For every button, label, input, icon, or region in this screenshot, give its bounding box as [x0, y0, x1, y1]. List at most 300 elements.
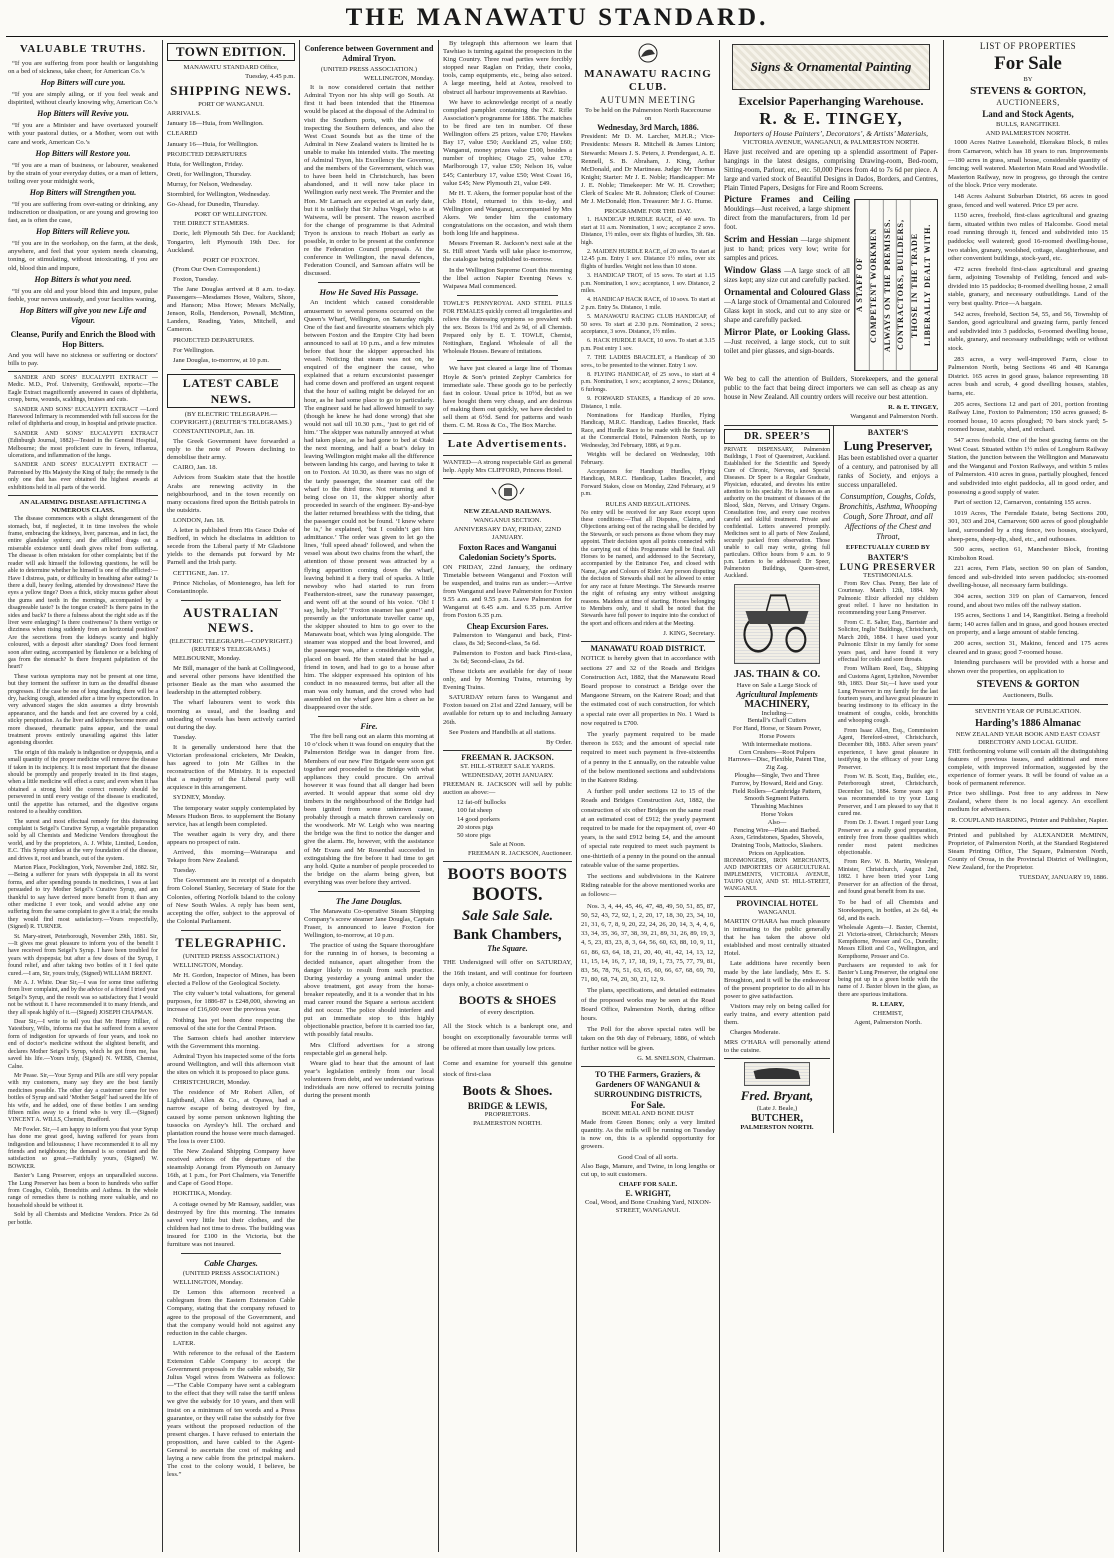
road-district-heading: MANAWATU ROAD DISTRICT. — [590, 644, 706, 654]
boots-text-2: of every description. — [480, 1009, 535, 1017]
truth-line: “If you are simply ailing, or if you feel weak and dispirited, without clearly knowing why, American Co.’s — [8, 91, 158, 107]
column-4 — [443, 40, 572, 1552]
news-paragraph: Messrs Freeman R. Jackson’s next sale at the St. Hill street Yards will take place to-morrow, the catalogue being published to-morrow. — [443, 240, 572, 264]
divider — [581, 1066, 715, 1067]
alarming-paragraph: The surest and most effectual remedy for this distressing complaint is Seigel’s Curative Syrup, a vegetable preparation sold by all Chemists and Medicine Vendors throughout the world, and by the proprietors, A. J. White, Limited, London, E.C. This Syrup strikes at the very foundation of the disease, and drives it, root and branch, out of the system. — [8, 818, 158, 862]
lower-row — [724, 425, 938, 1132]
anniversary-day: ANNIVERSARY DAY, FRIDAY, 22ND JANUARY. — [454, 525, 561, 541]
telegraphic-heading: TELEGRAPHIC. — [175, 934, 287, 950]
australian-item: The temporary water supply contemplated by Messrs Hudson Bros. to supplement the Botany service, has at length been completed. — [167, 804, 295, 828]
australian-items — [167, 655, 295, 926]
eucalyptus-paragraph: SANDER AND SONS’ EUCALYPTI EXTRACT —Lord Harewood Infirmary is recommended with full success for the relief of diphtheria and croup, in hospital and private practice. — [8, 406, 158, 428]
property-item: 200 acres, section 31, Makino, fenced and 175 acres cleared and in grass; good 7-roomed house. — [948, 640, 1108, 656]
property-item: 1150 acres, freehold, first-class agricultural and grazing farm, situated within two miles of Halcombe. Good metal road running through it, fenced and subdivided into 15 paddocks; well watered; good 16-roomed dwelling-house, two stables, granary, woolshed, cottage, slaughterhouse, and other convenient buildings, stock-yard, etc. — [948, 212, 1108, 263]
list-of-properties: LIST OF PROPERTIES — [979, 41, 1077, 51]
machinery-item: Including— — [761, 709, 793, 717]
bank-chambers: Bank Chambers, — [453, 926, 562, 943]
divider — [8, 371, 158, 372]
cable-sub: (BY ELECTRIC TELEGRAPH.—COPYRIGHT.) (REUTER’S TELEGRAMS.) — [170, 410, 292, 426]
programme-item: 5. MANAWATU RACING CLUB HANDICAP, of 50 sovs. To start at 2.30 p.m. Nomination, 2 sovs.; acceptance, 3 sovs. Distance, 1½ miles. — [581, 314, 715, 335]
valuable-truths-title: VALUABLE TRUTHS. — [19, 43, 147, 55]
jane-heading: The Jane Douglas. — [335, 896, 403, 906]
machinery-item: Field Rollers—Cambridge Pattern, Smooth Segment Pattern. — [732, 787, 822, 803]
baxter-heading-2: BAXTER’S — [867, 552, 909, 562]
column-6 — [724, 40, 938, 1552]
baxter-sold: To be had of all Chemists and Storekeepers, in bottles, at 2s 6d, 4s 6d, and 8s each. — [838, 898, 938, 922]
bryant-butcher: BUTCHER, — [751, 1112, 803, 1124]
tingey-item-head: Picture Frames and Ceiling — [724, 194, 850, 205]
land-stock-agents: Land and Stock Agents, — [982, 109, 1074, 120]
thain-sub: Have on Sale a Large Stock of — [736, 682, 818, 690]
baxter-testimonial: From Rev Chas. Penny, Bee late of Courtenay. March 12th, 1884. My Pulmonic Elixir afforded my children great relief. I have no hesitation in recommending your Lung Preserver. — [838, 580, 938, 617]
divider — [181, 930, 281, 931]
programme-item: 1. HANDICAP HURDLE RACE, of 40 sovs. To start at 11 a.m. Nomination, 1 sov.; acceptance 2 sovs. Distance, 1½ miles, over six flights of hurdles, 3ft. 6in. high. — [581, 217, 715, 246]
tingey-item-head: Scrim and Hessian — [724, 234, 798, 245]
truth-line: “If you are a Minister and have overtaxed yourself with your pastoral duties, or a Mother, worn out with care and work, American Co.’s — [8, 122, 158, 146]
good-coal: Good Coal of all sorts. — [618, 1153, 678, 1161]
road-signature: G. M. SNELSON, Chairman. — [637, 1054, 715, 1062]
auctioneers-bulls: Auctioneers, Bulls. — [1002, 692, 1054, 700]
shipping-line: Huia, for Wellington, Friday. — [167, 160, 244, 168]
divider — [8, 495, 158, 496]
freeman-text: FREEMAN R. JACKSON will sell by public auction as above:— — [443, 781, 572, 797]
boots-text-4: Come and examine for yourself this genuine stock of first-class — [443, 1060, 572, 1079]
baxter-testimonial: From Dr. J. Ewart. I regard your Lung Preserver as a really good preparation, entirely free from those qualities which render most patent medicines objectionable. — [838, 820, 938, 857]
fare-paragraph: SATURDAY return fares to Wanganui and Foxton issued on 21st and 22nd January, will be available for return up to and including January 26th. — [443, 694, 572, 726]
conference-body — [304, 84, 434, 278]
foxton-races-text: ON FRIDAY, 22nd January, the ordinary Timetable between Wanganui and Foxton will be suspended, and trains run as under:—Arrive from Wanganui and leave Palmerston for Foxton 9.55 a.m. and 9.55 p.m. Leave Palmerston for Wanganui at 6.45 a.m. and 6.35 p.m. Arrive from Foxton 6.35 p.m. — [443, 563, 572, 620]
telegraphic-item: CHRISTCHURCH, Monday. — [173, 1079, 251, 1087]
alarming-paragraph: The origin of this malady is indigestion or dyspepsia, and a small quantity of the proper medicine will remove the disease if taken in its incipiency. It is most important that the disease should be promptly and properly treated in its first stages, when a little medicine will effect a cure; and even when it has obtained a strong hold the correct remedy should be persevered in until every vestige of the disease is eradicated, until the appetite has returned, and the digestive organs restored to a healthy condition. — [8, 749, 158, 816]
foxton-races-heading: Foxton Races and Wanganui Caledonian Society’s Sports. — [458, 542, 557, 562]
office-line: MANAWATU STANDARD Office, — [183, 64, 279, 71]
divider — [181, 1253, 281, 1254]
tingey-item-head: Window Glass — [724, 265, 782, 276]
fare-line: Palmerston to Foxton and back First-class, 3s 6d; Second-class, 2s 6d. — [453, 649, 572, 665]
divider — [443, 861, 572, 862]
wright-name: E. WRIGHT, — [625, 1188, 671, 1198]
effectually-cured: EFFECTUALLY CURED BY — [845, 544, 931, 552]
speer-text: PRIVATE DISPENSARY, Palmerston Buildings, 1 Foot of Queenstreet, Auckland. Established for the Scientific and Speedy Cure of Chronic, Nervous, and Special Diseases. Dr Speer is a Regular Graduate, Physician, educated, and devotes his entire attention to his specialty. He is known as an authority on the treatment of diseases of the Blood, Skin, Nerves, and Urinary Organs. Consultation free, and every case receives careful and skilful treatment. Private and confidential. Letters answered promptly. Medicines sent to all parts of New Zealand, securely packed from observation. Those unable to call may write, giving full particulars. Office hours from 9 a.m. to 9 p.m. Letters to be addressed: Dr Speer, Palmerston Buildings, Queen-street, Auckland. — [724, 447, 830, 580]
fare-paragraph: See Posters and Handbills at all stations. — [449, 728, 556, 736]
machinery-item: With intermediate motions. — [742, 740, 812, 748]
truth-line: Hop Bitters will Strengthen you. — [29, 187, 137, 197]
alarming-paragraph: These various symptoms may not be present at one time, but they torment the sufferer in turn as the dreadful disease progresses. If the case be one of long standing, there will be a dry, hacking cough, attended after a time by expectoration. In very advanced stages the skin assumes a dirty brownish appearance, and the hands and feet are covered by a cold, sticky perspiration. As the liver and kidneys become more and more diseased, rheumatic pains appear, and the usual treatment proves entirely unavailing against this latter agonising disorder. — [8, 673, 158, 747]
shipping-lines — [167, 110, 295, 209]
provincial-hotel-text: MARTIN O’HARA has much pleasure in intimating to the public generally that he has taken the above old established and most centrally situated Hotel. — [724, 917, 830, 958]
telegraphic-items — [167, 962, 295, 1249]
cable-item: CONSTANTINOPLE, Jan. 18. — [173, 428, 255, 435]
truth-line: Hop Bitters will Relieve you. — [36, 227, 130, 237]
stevens-gorton-signature: STEVENS & GORTON — [976, 679, 1080, 691]
town-edition-title: TOWN EDITION. — [167, 43, 295, 61]
lower-left — [724, 426, 834, 1132]
cable-charges-item: With reference to the refusal of the Eastern Extension Cable Company to accept the Government proposals re the cable subsidy, Sir Julius Vogel wires from Waiwera as follows:—“The Cable Company have sent a cablegram to the effect that they will raise the tariff unless we give the subsidy for 10 years, and then will insist on a minimum of ten words and a Press guarantee, or they will raise the subsidy for five years without the proposed reduction of the present charges. I have refused to entertain the proposition, and have cabled to the Agent-General to ascertain the cost of making and laying a new cable from the principal makers. The cost to the colony would, I believe, be less.” — [167, 1349, 295, 1479]
boots-signature: BRIDGE & LEWIS, — [467, 1101, 548, 1112]
wright-address: Coal, Wood, and Bone Crushing Yard, NIXON-STREET, WANGANUI. — [584, 1198, 712, 1215]
testimonial: Mr A. J. White. Dear Sir,—I was for some time suffering from liver complaint, and by the advice of a friend I tried your Seigel’s Syrup, and the result was so satisfactory that I would not be without it. I have recommended it to many friends, and they all speak highly of it.—(Signed) JOSEPH CHAPMAN. — [8, 980, 158, 1016]
programme-item: 6. HACK HURDLE RACE, 10 sovs. To start at 3.15 p.m. Post entry 1 sov. — [581, 338, 715, 352]
baxter-testimonial: From William Reed, Esq., Shipping and Customs Agent, Lyttelton, November 9th, 1883. Dear Sir,—I have used your Lung Preserver in my family for the last fourteen years, and have great pleasure in bearing testimony to its efficacy in the treatment of coughs, colds, bronchitis and whooping cough. — [838, 666, 938, 725]
alarming-paragraph: The disease commences with a slight derangement of the stomach, but, if neglected, it in time involves the whole frame, embracing the kidneys, liver, pancreas, and in fact, the entire glandular system; and the afflicted drags out a miserable existence until death gives relief from suffering. The disease is often mistaken for other complaints; but if the reader will ask himself the following questions, he will be able to determine whether he himself is one of the afflicted:—Have I distress, pain, or difficulty in breathing after eating? Is there a dull, heavy feeling, attended by drowsiness? Have the eyes a yellow tinge? Does a thick, sticky mucus gather about the gums and teeth in the mornings, accompanied by a disagreeable taste? Is the tongue coated? Is there pains in the sides and back? Is there a fulness about the right side as if the liver were enlarging? Is there costiveness? Is there vertigo or dizziness when rising suddenly from an horizontal position? Are the secretions from the kidneys scanty and highly coloured, with a deposit after standing? Does food ferment soon after eating, accompanied by flatulence or a belching of gas from the stomach? Is there frequent palpitation of the heart? — [8, 516, 158, 671]
notice-paragraph: We have just cleared a large line of Thomas Hoyle & Son’s printed Zephyr Cambrics for immediate sale. These goods go to be perfectly fast in colour. Usual price is 10½d, but as we have bought them very cheap, and are desirous of making them out quickly, we have decided to sell them at 6½d. Send for patterns and wash them. C. M. Ross & Co., The Box Marche. — [443, 365, 572, 430]
staff-box-line: THOSE IN THE TRADE — [910, 200, 924, 370]
boots-line-2: BOOTS. — [472, 883, 543, 905]
club-note: Weights will be declared on Wednesday, 10th February. — [581, 452, 715, 466]
freeman-date: WEDNESDAY, 20TH JANUARY. — [461, 772, 554, 780]
road-paragraph: The Poll for the above special rates will be taken on the 9th day of February, 1886, of which further notice will be given. — [581, 1026, 715, 1052]
machinery-item: Prices on Application. — [748, 850, 806, 857]
property-item: 205 acres, Sections 12 and part of 201, portion fronting Railway Line, Foxton to Palmerston; 150 acres grassed; 8-roomed house, 10 acres ploughed; 70 bars stock yard; 5-roomed house, stable, shed, and orchard. — [948, 400, 1108, 434]
cable-item: Advices from Suakim state that the hostile Arabs are renewing activity in the neighbourhood, and in the town recently on many occasions fired upon the British patrols in the outskirts. — [167, 474, 295, 514]
shipping-line: Go-Ahead, for Dunedin, Thursday. — [167, 201, 260, 209]
column-rule — [438, 40, 439, 1552]
divider — [724, 896, 830, 897]
cable-item: A letter is published from His Grace Duke of Bedford, in which he disclaims in addition to secede from the Liberal party if Mr Gladstone yields to the demands put forward by Mr Parnell and the Irish party. — [167, 527, 295, 567]
staff-box-line: ALWAYS ON THE PREMISES. — [883, 200, 897, 370]
divider — [181, 600, 281, 601]
provincial-hotel-sub: WANGANUI. — [758, 908, 796, 916]
machinery-item: Thrashing Machines — [750, 803, 804, 811]
telegraphic-item: Nothing has yet been done respecting the removal of the site for the Central Prison. — [167, 1016, 295, 1032]
for-sale-title: For Sale — [994, 53, 1062, 74]
tingey-item-head: Ornamental and Coloured Glass — [724, 287, 850, 298]
and-palmerston: AND PALMERSTON NORTH. — [985, 130, 1071, 138]
conference-heading: Conference between Government and Admiral Tryon. — [304, 44, 434, 63]
truth-line: “If you are suffering from poor health or languishing on a bed of sickness, take cheer, for American Co.’s — [8, 60, 158, 76]
cable-charges-items — [167, 1279, 295, 1479]
crest-icon — [491, 482, 525, 502]
tingey-intro: Have just received and are opening up a splendid assortment of Paper-hangings in the latest designs, comprising Drawing-room, Bed-room, Sitting-room, Parlour, etc., etc. 50,000 Pieces from 4d to 7s 6d per piece. A large and varied stock of Beautiful Designs in Dados, Borders, and Centres, Plain Tinted Papers, Designs for Fire and Room Screens. — [724, 148, 938, 193]
fare-line: Palmerston to Wanganui and back, First-class, 8s 3d; Second-class, 5s 6d. — [453, 631, 572, 647]
signs-painting-logo — [732, 44, 930, 90]
road-notice: NOTICE is hereby given that in accordance with sections 27 and 32 of the Roads and Bridges Construction Act, 1882, that the Manawatu Road Board propose to construct a Bridge over the Mangaone Stream, on the Kairere Road; and that the estimated cost of such construction, for which a special rate over all properties in No. 1 Ward is now required is £700. — [581, 655, 715, 727]
freeman-item: 20 stores pigs — [457, 823, 494, 831]
cable-charges-item: WELLINGTON, Monday. — [173, 1279, 243, 1287]
telegraphic-item: A cottage owned by Mr Ramsay, saddler, was destroyed by fire this morning. The inmates saved very little but their clothes, and the children had not time to dress. The building was insured for £100 in the Victoria, but the furniture was not insured. — [167, 1200, 295, 1248]
chaff-cutter-illustration — [734, 584, 820, 664]
programme-item: 3. HANDICAP TROT, of 15 sovs. To start at 1.15 p.m. Nomination, 1 sov.; acceptance, 1 sov. Distance, 2 miles. — [581, 273, 715, 294]
tingey-signature: R. & E. TINGEY, — [888, 404, 938, 412]
property-item: 283 acres, a very well-improved Farm, close to Palmerston North, being Sections 46 and 48 Karanga District. 165 acres in good grass, balance representing 18 acres bush and scrub, 4 good dwelling houses, stables, barns, etc. — [948, 355, 1108, 397]
property-item: 304 acres, section 319 on plan of Carnarvon, fenced round, and about two miles off the railway station. — [948, 593, 1108, 609]
tingey-item-text: —large shipment just to hand; prices very low; write for samples and prices. — [724, 236, 851, 263]
shipping-line: Oreti, for Wellington, Thursday. — [167, 170, 252, 178]
telegraphic-item: The city valuer’s total valuations, for general purposes, for 1886-87 is £248,000, showing an increase of £16,600 over the previous year. — [167, 990, 295, 1014]
machinery-item: Bentall’s Chaff Cutters — [747, 717, 807, 725]
jane-paragraph: Weare glad to hear that the amount of last year’s legislation entirely from our local volunteers from debt, and we understand various individuals are now offered to recruits joining during the present month — [304, 1059, 434, 1100]
club-note: Acceptances for Handicap Hurdles, Flying Handicap, M.R.C. Handicap, Ladies Bracelet, and Forward Stakes, close on Monday, 22nd February, at 9 p.m. — [581, 468, 715, 498]
shipping-line: CLEARED — [167, 130, 198, 138]
telegraphic-sub: (UNITED PRESS ASSOCIATION.) — [182, 952, 280, 960]
australian-item: The wharf labourers went to work this morning as usual, and the loading and unloading of vessels has been actively carried out during the day. — [167, 699, 295, 731]
freeman-item: 50 store pigs — [457, 831, 491, 839]
wellington-lines — [167, 220, 295, 254]
cable-item: Prince Nicholas, of Montenegro, has left for Constantinople. — [167, 579, 295, 595]
machine-icon — [735, 585, 819, 663]
australian-item: Mr Bill, manager of the bank at Collingwood, and several other persons have identified the prisoner Beale as the man who assumed the leadership in the attempted robbery. — [167, 665, 295, 697]
baxter-testimonial: From Isaac Allen, Esq., Commission Agent, Hereford-street, Christchurch, December 8th, 1883. After seven years’ experience, I have great pleasure in testifying to the efficacy of your Lung Preserver. — [838, 727, 938, 771]
provincial-paragraph: Visitors may rely on being called for early trains, and every attention paid them. — [724, 1002, 830, 1027]
divider — [181, 369, 281, 370]
australian-item: The Government are in receipt of a despatch from Colonel Stanley, Secretary of State for the Colonies, offering Norfolk Island to the colony of New South Wales. A reply has been sent, accepting the offer, subject to the approval of the Colonial Parliament. — [167, 877, 295, 925]
property-item: 195 acres, Sections 1 and 14, Rangitikei. Being a freehold farm; 140 acres fallen and in grass, and good houses erected on property, and a large amount of stable fencing. — [948, 612, 1108, 637]
port-foxton: PORT OF FOXTON. — [202, 256, 260, 264]
bull-illustration — [744, 1062, 810, 1086]
telegraphic-item: Admiral Tryon his inspected some of the forts around Wellington, and will this afternoon visit the sites on which it is proposed to place guns. — [167, 1052, 295, 1077]
freeman-yards: ST. HILL-STREET SALE YARDS. — [460, 762, 555, 770]
shipping-line: ARRIVALS. — [167, 110, 201, 118]
divider — [443, 478, 572, 479]
road-paragraph: The plans, specifications, and detailed estimates of the proposed works may be seen at the Road Board Office, Palmerston North, during office hours. — [581, 987, 715, 1023]
telegraphic-item: Mr H. Gordon, Inspector of Mines, has been elected a Fellow of the Geological Society. — [167, 972, 295, 988]
eucalyptus-paragraph: SANDER AND SONS’ EUCALYPTI EXTRACT (Edinburgh Journal, 1882)—Tested in the General Hospital, Melbourne; the most proficient cure in fevers, influenza, ulcerations, and inflammation of the lungs. — [8, 430, 158, 460]
towle-pills-ad: TOWLE’S PENNYROYAL AND STEEL PILLS FOR FEMALES quickly correct all irregularities and relieve the distressing symptoms so prevalent with the sex. Boxes 1s 1½d and 2s 9d, of all Chemists. Prepared only by E. T. TOWLE, Chemist, Nottingham, England. Wholesale of all the Wholesale Houses. Beware of imitations. — [443, 300, 572, 356]
bryant-place: PALMERSTON NORTH. — [740, 1123, 814, 1131]
the-square: The Square. — [487, 943, 528, 953]
harding-text: THE forthcoming volume will contain all the distinguishing features of previous issues, and additional and more complete, with improved information, suggested by the experience of former years. It will be found of value as a book of permanent reference. — [948, 747, 1108, 788]
railway-crest — [443, 482, 572, 505]
late-ads-heading: Late Advertisements. — [447, 438, 568, 451]
australian-heading: AUSTRALIAN NEWS. — [183, 604, 279, 635]
bone-meal: BONE MEAL AND BONE DUST — [601, 1110, 695, 1118]
boots-text-3: All the Stock which is a bankrupt one, and bought on exceptionally favourable terms will be offered at more than usually low prices. — [443, 1023, 572, 1053]
column-1 — [8, 40, 158, 1552]
tingey-name: R. & E. TINGEY, — [759, 109, 903, 128]
tingey-items — [724, 195, 854, 375]
testimonial: Dear Sir,—I write to tell you that Mr Henry Hillier, of Yatestbury, Wilts, informs me that he suffered from a severe form of indigestion for upwards of four years, and took no end of doctor’s medicine without the slightest benefit, and declares Mother Seigel’s Syrup, which he got from me, has saved his life.—Yours truly, (Signed) N. WEBB, Chemist, Calne. — [8, 1019, 158, 1070]
alarming-body — [8, 516, 158, 863]
leary-name: R. LEARY, — [872, 1000, 904, 1008]
tingey-item-text: Mouldings—Just received, a large shipment direct from the manufacturers, from 1d per foot. — [724, 205, 850, 232]
programme-item: 2. MAIDEN HURDLE RACE, of 20 sovs. To start at 12.45 p.m. Entry 1 sov. Distance 1½ miles, over six flights of hurdles. Weight not less than 10 stone. — [581, 248, 715, 270]
cable-item: CETTIGNE, Jan. 17. — [173, 569, 229, 577]
jane-paragraph: The Manawatu Co-operative Steam Shipping Company’s screw steamer Jane Douglas, Captain Fraser, is announced to leave Foxton for Wellington, to-morrow, at 10 p.m. — [304, 908, 434, 940]
truths-list — [8, 60, 158, 326]
testimonial: Mr Fowler. Sir,—I am happy to inform you that your Syrup has done me great good, having suffered for years from indigestion and biliousness; I have recommended it to all my friends and neighbours; the demand is so constant and the satisfaction so great.—Faithfully yours, (Signed) W. BOWKER. — [8, 1126, 158, 1170]
column-7 — [948, 40, 1108, 1552]
telegraphic-item: The New Zealand Shipping Company have received advices of the departure of the steamship Aorangi from Plymouth on January 16th, at 1 p.m., for Port Chalmers, via Teneriffe and Cape of Good Hope. — [167, 1147, 295, 1188]
tingey-item-head: Mirror Plate, or Looking Glass. — [724, 327, 850, 338]
wellington-line: Doric, left Plymouth 5th Dec. for Auckland; Tongariro, left Plymouth 19th Dec. for Auckland. — [167, 230, 295, 254]
bags-text: Also Bags, Manure, and Twine, in long lengths or cut up, to suit customers. — [581, 1162, 715, 1178]
rules-heading: RULES AND REGULATIONS. — [605, 500, 691, 508]
truth-line: Hop Bitters will give you new Life and Vigour. — [19, 305, 147, 325]
alarming-heading: AN ALARMING DISEASE AFFLICTING A NUMEROUS CLASS. — [19, 499, 147, 515]
tingey-item-text: —Just received, a large stock, cut to suit toilet and pier glasses, and sign-boards. — [724, 338, 850, 356]
tingey-item — [724, 288, 850, 325]
divider — [724, 1058, 830, 1059]
wellington-line: THE DIRECT STEAMERS. — [173, 220, 249, 228]
property-item: 221 acres, Fern Flats, section 90 on plan of Sandon, fenced and sub-divided into seven paddocks; six-roomed dwelling-house, all necessary farm buildings. — [948, 565, 1108, 590]
australian-item: The weather again is very dry, and there appears no prospect of rain. — [167, 830, 295, 846]
club-date: Wednesday, 3rd March, 1886. — [597, 123, 699, 133]
railways-section: WANGANUI SECTION. — [473, 516, 542, 524]
freeman-item: 100 fat sheep — [457, 807, 493, 815]
cleanse-heading: Cleanse, Purify and Enrich the Blood with Hop Bitters. — [10, 329, 156, 349]
freeman-items — [443, 799, 572, 839]
shipping-line: Murray, for Nelson, Wednesday. — [167, 180, 253, 188]
machinery-item: For Hand, Horse, or Steam Power, — [732, 725, 822, 733]
telegraphic-item: The Samson chiefs had another interview with the Government this morning. — [167, 1034, 295, 1050]
freeman-signature: FREEMAN R. JACKSON, Auctioneer. — [467, 849, 572, 857]
testimonials — [8, 865, 158, 1227]
road-paragraph: The sections and subdivisions in the Kairere Riding rateable for the above mentioned works are as follows:— — [581, 872, 715, 899]
telegraphic-item: WELLINGTON, Monday. — [173, 961, 243, 969]
news-paragraphs — [443, 40, 572, 291]
racing-club-heading: MANAWATU RACING CLUB. — [584, 68, 712, 94]
australian-item: Arrived, this morning—Wairarapa and Tekapo from New Zealand. — [167, 849, 295, 865]
passage-body — [304, 299, 434, 712]
leary-chemist: CHEMIST, — [872, 1009, 904, 1017]
cheap-fares — [443, 632, 572, 737]
machinery-item: Fencing Wire—Plain and Barbed. — [733, 826, 821, 834]
tingey-item-text: —A large stock of Ornamental and Coloured Glass kept in stock, and cut to any size or shape and carefully packed. — [724, 298, 850, 325]
australian-item: MELBOURNE, Monday. — [173, 654, 241, 662]
cable-charges-sub: (UNITED PRESS ASSOCIATION.) — [182, 1270, 280, 1278]
club-notes — [581, 413, 715, 498]
road-paragraphs — [581, 730, 715, 1053]
club-signature: J. KING, Secretary. — [663, 630, 715, 638]
bryant-late: (Late J. Beale,) — [756, 1105, 798, 1113]
news-paragraph: We have to acknowledge receipt of a neatly compiled pamphlet containing the N.Z. Rifle Association’s programme for 1886. The matches to be fired are ten in number. Of these Wellington offers 25 prizes, value £70; Hawkes Bay 17, value £50; Auckland 25, value £60; Wanganui, money prizes value £100, besides a number of trophies; Otago 25, value £70; Marlborough 17, value £50; Nelson 16, value £45; Canterbury 17, value £50; West Coast 16, value £45; New Plymouth 21, value £49. — [443, 98, 572, 187]
truth-line: Hop Bitters will cure you. — [40, 78, 126, 88]
jane-body — [304, 908, 434, 1100]
fare-paragraph: These tickets are available for day of issue only, and by Morning Trains, returning by Evening Trains. — [443, 668, 572, 692]
divider — [443, 433, 572, 434]
eucalyptus-ads — [8, 375, 158, 492]
baxter-intro: Has been established over a quarter of a century, and patronised by all ranks of Society, and enjoys a success unparalleled. — [838, 454, 938, 490]
autumn-meeting: AUTUMN MEETING — [599, 95, 697, 106]
baxter-cures: Consumption, Coughs, Colds, Bronchitis, Asthma, Whooping Cough, Sore Throat, and all Affections of the Chest and Throat, — [839, 492, 937, 542]
conference-dateline: WELLINGTON, Monday. — [364, 75, 434, 83]
truth-line: Hop Bitters is what you need. — [34, 274, 132, 284]
signs-painting-logo-text: Signs & Ornamental Painting — [750, 58, 912, 74]
shipping-line: Stormbird, for Wellington, Wednesday. — [167, 191, 271, 199]
property-item: 500 acres, section 61, Manchester Block, fronting Kimbolton Road. — [948, 546, 1108, 562]
column-rule — [576, 40, 577, 1552]
column-2 — [167, 40, 295, 1552]
leary-agent: Agent, Palmerston North. — [854, 1019, 922, 1026]
tingey-address: VICTORIA AVENUE, WANGANUI, & PALMERSTON NORTH. — [742, 139, 920, 147]
testimonial: Mr Pease. Sir,—Your Syrup and Pills are still very popular with my customers, many say they are the best family medicines possible. The other day a customer came for two bottles of Syrup and said ‘Mother Seigel’ had saved the life of his wife, and he added, one of these bottles I am sending fifteen miles away to a friend who is very ill.—(Signed) VINCENT A. WILLS, Chemist, Bradford. — [8, 1072, 158, 1124]
jane-paragraph: The practice of using the Square thoroughfare for the running in of horses, is becoming a decided nuisance, apart altogether from the danger likely to result from such practice. During yesterday a young animal under the above treatment, got away from the horse-breaker repeatedly, and it is a wonder that in his mad career round the Square a serious accident did not occur. The police should interfere and put an immediate stop to this highly objectionable practice, before it is carried too far, with possibly fatal results. — [304, 942, 434, 1039]
staff-box — [854, 199, 938, 371]
truth-line: “If you are old and your blood thin and impure, pulse feeble, your nerves unsteady, and your faculties waning, — [8, 287, 158, 303]
machinery-item: Harrows—Disc, Flexible, Patent Tine, Zig Zag. — [728, 756, 826, 772]
truth-line: “If you are in the workshop, on the farm, at the desk, anywhere, and feel that your system needs cleansing, toning, or stimulating, without intoxicating, if you are old, blood thin and impure, — [8, 240, 158, 272]
telegraphic-item: The residence of Mr Robert Allen, of Lightband, Allen & Co., at Opawa, had a narrow escape of being destroyed by fire, caused by some person unknown lighting the tussocks on Ayrsley’s hill. The orchard and plantation round the house were much damaged. The loss is over £100. — [167, 1089, 295, 1145]
column-rule — [162, 40, 163, 1552]
machinery-item: Corn Crushers—Root Pulpers — [738, 748, 816, 756]
lower-right — [834, 426, 938, 1132]
conference-sub: (UNITED PRESS ASSOCIATION.) — [320, 66, 418, 73]
news-paragraph: By telegraph this afternoon we learn that Tawhiao is turning against the prospectors in the King Country. Three road parties were forcibly stopped near Raglan on Friday, their cooks, tools, camp equipments, etc., being also seized. A large meeting, held at Aotea, resolved to obstruct all harbour improvements at Rawhiao. — [443, 40, 572, 96]
importers-line: Importers of House Painters’, Decorators’, & Artists’ Materials, — [733, 129, 929, 138]
freeman-heading: FREEMAN R. JACKSON. — [461, 752, 554, 762]
programme-item: 4. HANDICAP HACK RACE, of 10 sovs. To start at 2 p.m. Entry 5s. Distance, 1 mile. — [581, 297, 715, 311]
road-paragraph: The yearly payment required to be made thereon is £63; and the amount of special rate required to meet such payment is five-sixteenths of a penny in the £ annually, on the rateable value of the below mentioned sections and subdivisions in the Kairere Riding. — [581, 730, 715, 784]
telegraphic-item: HOKITIKA, Monday. — [173, 1190, 232, 1198]
divider — [948, 828, 1108, 829]
machinery-item: Horse Yokes — [760, 811, 794, 819]
bull-icon — [745, 1063, 809, 1085]
australian-item: Tuesday. — [173, 867, 197, 875]
testimonial: Baxter’s Lung Preserver, enjoys an unparalleled success. The Lung Preserver has been a boon to hundreds who suffer from Coughs, Colds, Bronchitis and Asthma. In the whole range of remedies there is nothing more valuable, and no household should be without it. — [8, 1173, 158, 1209]
cable-item: LONDON, Jan. 18. — [173, 516, 225, 524]
property-list — [948, 139, 1108, 676]
column-5 — [581, 40, 715, 1552]
divider — [457, 295, 558, 296]
baxter-testimonials — [838, 581, 938, 897]
sale-line: Sale Sale Sale. — [461, 907, 554, 924]
divider — [318, 716, 420, 717]
harding-signature: R. COUPLAND HARDING, Printer and Publisher, Napier. — [951, 816, 1108, 824]
eucalyptus-paragraph: SANDER AND SONS’ EUCALYPTI EXTRACT —Medic. M.D., Prof. University, Greifswald, reports:—The Eagle Extract magnificently answered in cases of diphtheria, croup, burns, wounds, scaldings, bruises and cuts. — [8, 374, 158, 404]
stevens-gorton: STEVENS & GORTON, — [970, 85, 1086, 98]
boots-shoes-heading: BOOTS & SHOES — [458, 993, 557, 1008]
programme-heading: PROGRAMME FOR THE DAY. — [604, 208, 692, 216]
racing-crest — [581, 42, 715, 67]
baxter-heading: BAXTER’S — [867, 428, 909, 438]
imprint: Printed and published by ALEXANDER McMINN, Proprietor, of Palmerston North, at the Standard Registered Steam Printing Office, The Square, Palmerston North, County of Oroua, in the Provincial District of Wellington, New Zealand, for the Proprietor. — [948, 831, 1108, 871]
cable-items — [167, 428, 295, 596]
foxton-line: PROJECTED DEPARTURES. — [173, 336, 255, 344]
property-item: 472 acres freehold first-class agricultural and grazing farm, adjoining Township of Feilding, fenced and sub-divided into 15 paddocks; 8-roomed dwelling house, 2 small stable, granary, and necessary outbuildings. Land of the very best quality. Price—A bargain. — [948, 265, 1108, 308]
machinery-heading: MACHINERY, — [744, 698, 810, 710]
bone-text: Made from Green Bones; only a very limited quantity. As the mills will be running on Tuesday is now on, this is a splendid opportunity for growers. — [581, 1119, 715, 1151]
baxter-agents: Wholesale Agents—J. Baxter, Chemist, 21 Victoria-street, Christchurch; Messrs Kempthorne, Prosser and Co., Dunedin; Messrs Elliott and Co., Wellington, and Kempthorne, Prosser and Co. — [838, 924, 938, 960]
rules-text: No entry will be received for any Race except upon these conditions:—That all Disputes, Claims, and Objections arising out of the racing shall be decided by the Stewards, or such persons as those whom they may appoint. Their decision upon all points connected with the carrying out of this Programme shall be final. All Horses to be named, and addressed to the Secretary, accompanied by the Entrance Fee, and closed with Name, Age and Colours of Rider. Any person disputing the decision of Stewards shall not be allowed to enter for any race at future Meetings. The Stewards reserve the right of refusing any entry without assigning reasons. Maidens at time of starting. Horses belonging to Members only, and it shall be noted that the Stewards have full power to inquire into the conduct of the sport and officers and riders at the Meeting. — [581, 509, 715, 627]
staff-box-line: CONTRACTORS, BUILDERS, — [896, 200, 910, 370]
machinery-item: Horse Powers — [759, 733, 795, 741]
by-line: BY — [1023, 76, 1033, 83]
by-order: By Order. — [545, 738, 572, 746]
cable-charges-item: Dr Lemon this afternoon received a cablegram from the Eastern Extension Cable Company, stating that the company refused to agree to the proposal of the Government, and that the company would hold not against any reduction in the cable charges. — [167, 1289, 295, 1337]
jane-paragraph: Mrs Clifford advertises for a strong respectable girl as general help. — [304, 1041, 434, 1057]
thain-agricultural: Agricultural Implements — [736, 690, 818, 700]
club-note: Nominations for Handicap Hurdles, Flying Handicap, M.R.C. Handicap, Ladies Bracelet, Hack Race, and Hurdle Race to be made with the Secretary at the Commercial Hotel, Palmerston North, up to Wednesday, 3rd February, 1886, at 9 p.m. — [581, 413, 715, 449]
passage-paragraph: An incident which caused considerable amusement to several persons occurred on the Queen’s Wharf, Wellington, on Saturday night. One of the fast and favourite steamers which ply between Foxton and the Empire City had been announced to sail at 10 p.m., and a few minutes before that hour the skipper approached his vessel. Noticing that steam was not on, he enquired of the engineer the cause, who explained that a return excursionist passenger had come down and proffered an urgent request that the hour of sailing might be delayed for an hour, as he had some place to go to particularly. The engineer said he had allowed himself to say (though he knew he had done wrong) that she would not sail till 10.30 p.m., ‘just to get rid of him.’ The skipper was naturally annoyed at what had taken place, as he had gone to bed at Otaki the next morning, and half a boat’s delay in leaving Wellington might make all the difference between landing his cargo, and having to take it on to Foxton. At 10.30, as there was no sign of the tardy passenger, the steamer cast off the wharf to the third time. Not returning and it being close on 11, the skipper shortly after proceeded in search of the engineer. By-and-bye the latter returned breathless with the tiding, that the passenger could not be found. ‘I knew where he is,’ he explained, ‘but I couldn’t get him admittance.’ The order was given to let go the lines, ‘full speed ahead’ followed, and when the vessel was about two chains from the wharf, the attention of those present was attracted by a flying apparition coming down the wharf, leaving behind it a fiery trail of sparks. A little newsboy who had started to run from Featherston-street, saw the runaway passenger, and went off at the sound of his voice. ‘Oh! I say, help, help!’ ‘Foxton steamer has gone!’ and presently as the unfortunate traveller came up, the skipper shouted to him to go over to the Manawatu boat, which was lying alongside. The steamer was stopped and the boat lowered, and the passenger was, after a considerable struggle, placed on board. He then stated that he had a friend in town, and had to go to a house after him. The skipper expressed his opinion of his conduct in no measured terms, but after all the man was only human, and the crowd who had assembled on the wharf gave him a cheer as he disappeared over the side. — [304, 299, 434, 712]
divider — [318, 891, 420, 892]
thain-heading: JAS. THAIN & CO. — [733, 669, 821, 681]
time-line: Tuesday, 4.45 p.m. — [245, 73, 295, 81]
property-item: 1000 Acres Native Leasehold, Ekerakau Block, 8 miles from Carnarvon, which has 18 years to run. Improvements—180 acres in grass, small house, considerable quantity of fencing; well watered. Masterton Main Road and Woodville. Masterton Railway, now in progress, go through the centre of the block. Price very moderate. — [948, 139, 1108, 190]
tingey-item-text: —A large stock of all sizes kept; any size cut and carefully packed. — [724, 267, 851, 285]
horse-emblem-icon — [628, 42, 668, 64]
testimonial: St. Mary-street, Peterborough, November 29th, 1881. Sir,—It gives me great pleasure to inform you of the benefit I have received from Seigel’s Syrup. I have been troubled for years with dyspepsia; but after a few doses of the Syrup, I found relief, and after taking two bottles of it I feel quite cured.—I am, Sir, yours truly, (Signed) WILLIAM BRENT. — [8, 933, 158, 977]
masthead: THE MANAWATU STANDARD. — [345, 4, 769, 31]
freeman-item: 12 fat-off bullocks — [457, 799, 506, 807]
auctioneers: AUCTIONEERS, — [996, 98, 1060, 108]
fire-body — [304, 733, 434, 887]
machinery-item: Axes, Grindstones, Spades, Shovels, Draining Tools, Mattocks, Slashers. — [730, 834, 824, 850]
cable-item: The Greek Government have forwarded a reply to the note of Powers declining to demobilise their army. — [167, 438, 295, 462]
column-rule — [943, 40, 944, 1552]
australian-sub: (ELECTRIC TELEGRAPH.—COPYRIGHT.) (REUTER’S TELEGRAMS.) — [169, 637, 293, 653]
property-item: 148 Acres Ashurst Suburban District, 66 acres in good grass, fenced and well watered. Price £9 per acre. — [948, 192, 1108, 209]
cable-charges-heading: Cable Charges. — [204, 1258, 258, 1269]
tingey-item — [724, 328, 850, 356]
port-wanganui: PORT OF WANGANUI. — [198, 101, 264, 109]
property-item: Part of section 12, Carnarvon, containing 155 acres. — [954, 499, 1091, 507]
seventh-year: SEVENTH YEAR OF PUBLICATION. — [975, 707, 1081, 715]
lung-preserver-title: Lung Preserver, — [843, 438, 933, 454]
property-item: 547 acres freehold. One of the best grazing farms on the West Coast. Situated within 1½ miles of Longburn Railway Station, the junction between the Wellington and Manawatu and the Wanganui and Foxton Railways, and within 5 miles of Palmerston. 410 acres in grass, partially ploughed, fenced and subdivided into eight paddocks, all in good order, and possessing a good supply of water. — [948, 436, 1108, 496]
imprint-date: TUESDAY, JANUARY 19, 1886. — [1018, 874, 1108, 882]
chaff-for-sale: CHAFF FOR SALE. — [618, 1180, 678, 1188]
passage-heading: How He Saved His Passage. — [319, 287, 419, 298]
